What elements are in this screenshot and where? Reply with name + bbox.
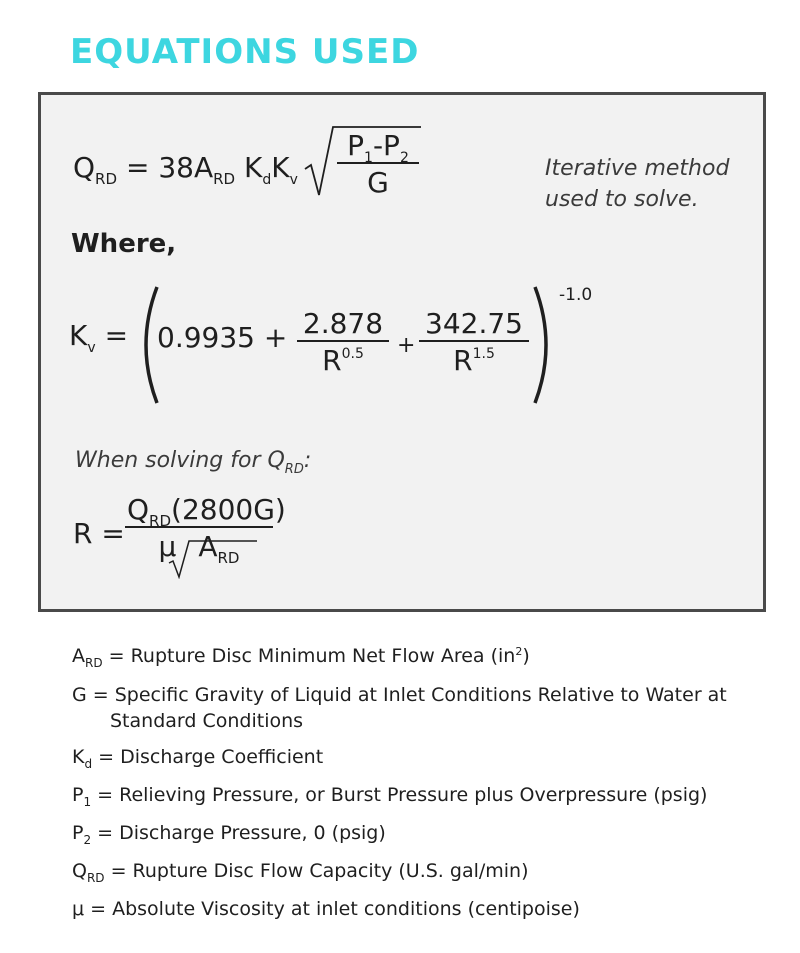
variable-legend	[72, 643, 772, 932]
kv-plus-sign: +	[397, 333, 416, 358]
legend-item: $K_d$ = Discharge Coefficient	[72, 746, 324, 771]
kd-subscript: d	[262, 172, 272, 188]
pressure-denominator: G	[367, 166, 389, 199]
kv-outer-exponent: -1.0	[559, 285, 593, 305]
flow-equation	[73, 151, 298, 188]
where-label: Where,	[71, 229, 177, 259]
kd-symbol: K	[244, 151, 263, 184]
coefficient-area: 38A	[158, 151, 214, 184]
iterative-note: Iterative method used to solve.	[545, 156, 730, 212]
reynolds-numerator: $Q_{RD}(2800G)$	[127, 493, 286, 530]
kv-fraction-2	[419, 307, 529, 377]
kv-subscript: v	[289, 172, 298, 188]
equals-sign: =	[125, 151, 150, 184]
pressure-numerator: $P_1-P_2$	[337, 129, 419, 164]
legend-item: μ = Absolute Viscosity at inlet conditions (centipoise)	[72, 898, 580, 920]
fraction-1-numerator: 2.878	[297, 307, 389, 342]
kv-constant-term: 0.9935 +	[157, 321, 288, 354]
q-symbol: Q	[73, 151, 96, 184]
solving-note: When solving for $Q_{RD}$:	[75, 448, 312, 477]
right-paren	[529, 283, 559, 407]
legend-item: $Q_{RD}$ = Rupture Disc Flow Capacity (U.S. gal/min)	[72, 860, 529, 885]
fraction-1-denominator: $R^{0.5}$	[322, 344, 364, 377]
sqrt-sign-area	[167, 539, 259, 579]
r-lhs: R =	[73, 517, 125, 550]
kv-fraction-1	[297, 307, 389, 377]
legend-item: $P_2$ = Discharge Pressure, 0 (psig)	[72, 822, 386, 847]
page-title: EQUATIONS USED	[70, 32, 420, 72]
area-subscript: RD	[213, 170, 236, 188]
reynolds-denominator: μ $A_{RD}$	[158, 530, 240, 567]
legend-item: $P_1$ = Relieving Pressure, or Burst Pressure plus Overpressure (psig)	[72, 784, 708, 809]
q-subscript: RD	[95, 170, 118, 188]
equations-panel	[38, 92, 766, 612]
pressure-fraction	[337, 129, 419, 199]
fraction-2-denominator: $R^{1.5}$	[453, 344, 495, 377]
fraction-2-numerator: 342.75	[419, 307, 529, 342]
legend-item: G = Specific Gravity of Liquid at Inlet Conditions Relative to Water at Standard Conditions	[72, 684, 727, 732]
legend-item: $A_{RD}$ = Rupture Disc Minimum Net Flow Area $(in^2)$	[72, 645, 530, 670]
kv-lhs: $K_v$ =	[69, 319, 129, 356]
kv-symbol: K	[271, 151, 290, 184]
